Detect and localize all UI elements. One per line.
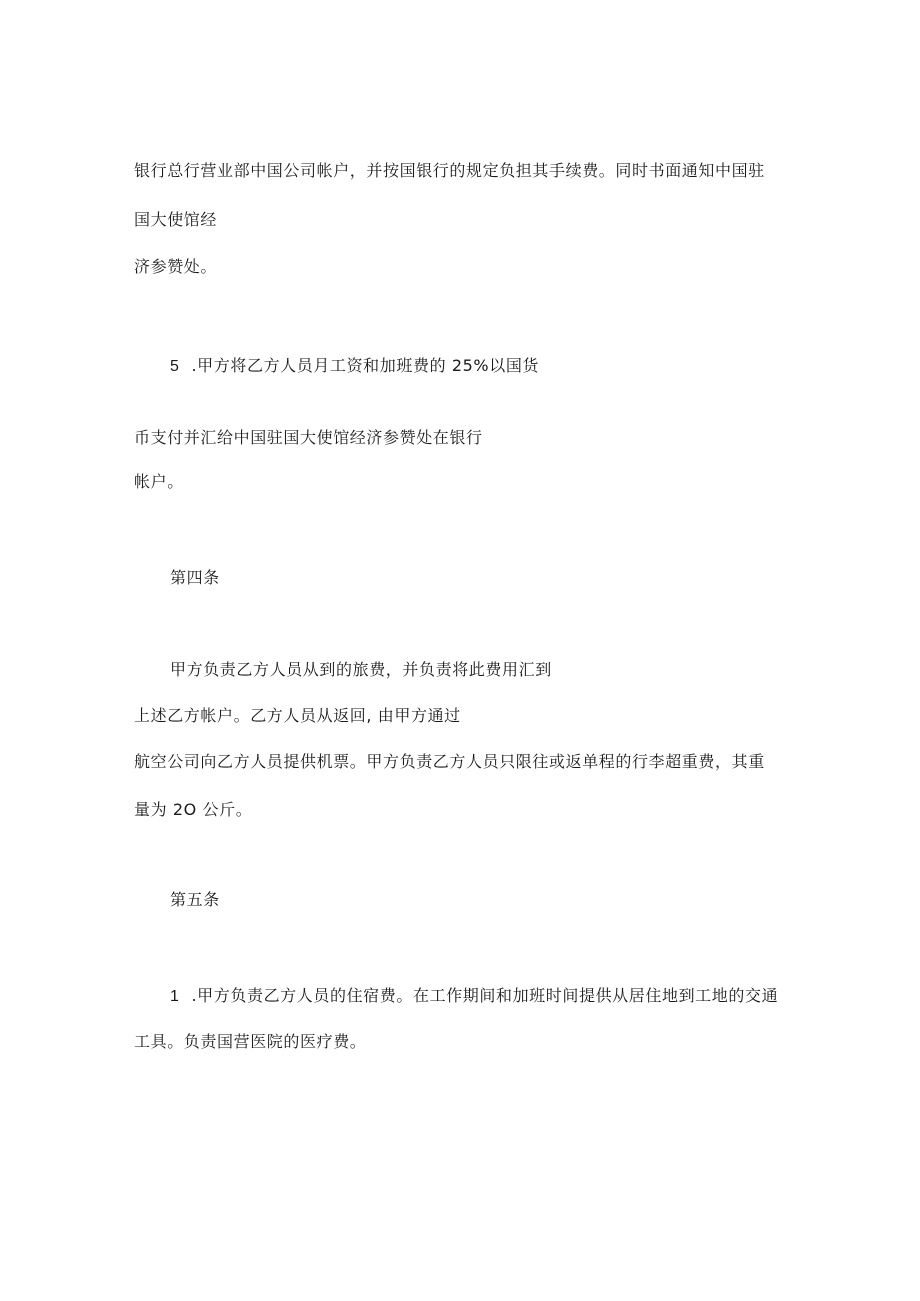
paragraph-line: 国大使馆经 <box>134 210 218 229</box>
paragraph-line: 甲方负责乙方人员从到的旅费，并负责将此费用汇到 <box>170 660 552 679</box>
paragraph-line: 工具。负责国营医院的医疗费。 <box>134 1032 367 1051</box>
paragraph-line: 银行总行营业部中国公司帐户，并按国银行的规定负担其手续费。同时书面通知中国驻 <box>134 161 765 180</box>
numbered-paragraph-line <box>170 356 539 377</box>
paragraph-line: 济参赞处。 <box>134 257 218 276</box>
item-text: .甲方负责乙方人员的住宿费。在工作期间和加班时间提供从居住地到工地的交通 <box>191 986 779 1005</box>
article-heading: 第五条 <box>170 890 220 909</box>
paragraph-line: 上述乙方帐户。乙方人员从返回, 由甲方通过 <box>134 706 461 725</box>
item-number: 1 <box>170 988 180 1005</box>
article-heading: 第四条 <box>170 568 220 587</box>
paragraph-line: 币支付并汇给中国驻国大使馆经济参赞处在银行 <box>134 428 483 447</box>
item-number: 5 <box>170 358 180 375</box>
paragraph-line: 量为 2O 公斤。 <box>134 800 253 819</box>
paragraph-line: 航空公司向乙方人员提供机票。甲方负责乙方人员只限往或返单程的行李超重费，其重 <box>134 752 765 771</box>
item-text: .甲方将乙方人员月工资和加班费的 25%以国货 <box>191 356 540 375</box>
paragraph-line: 帐户。 <box>134 472 184 491</box>
numbered-paragraph-line <box>170 986 778 1007</box>
